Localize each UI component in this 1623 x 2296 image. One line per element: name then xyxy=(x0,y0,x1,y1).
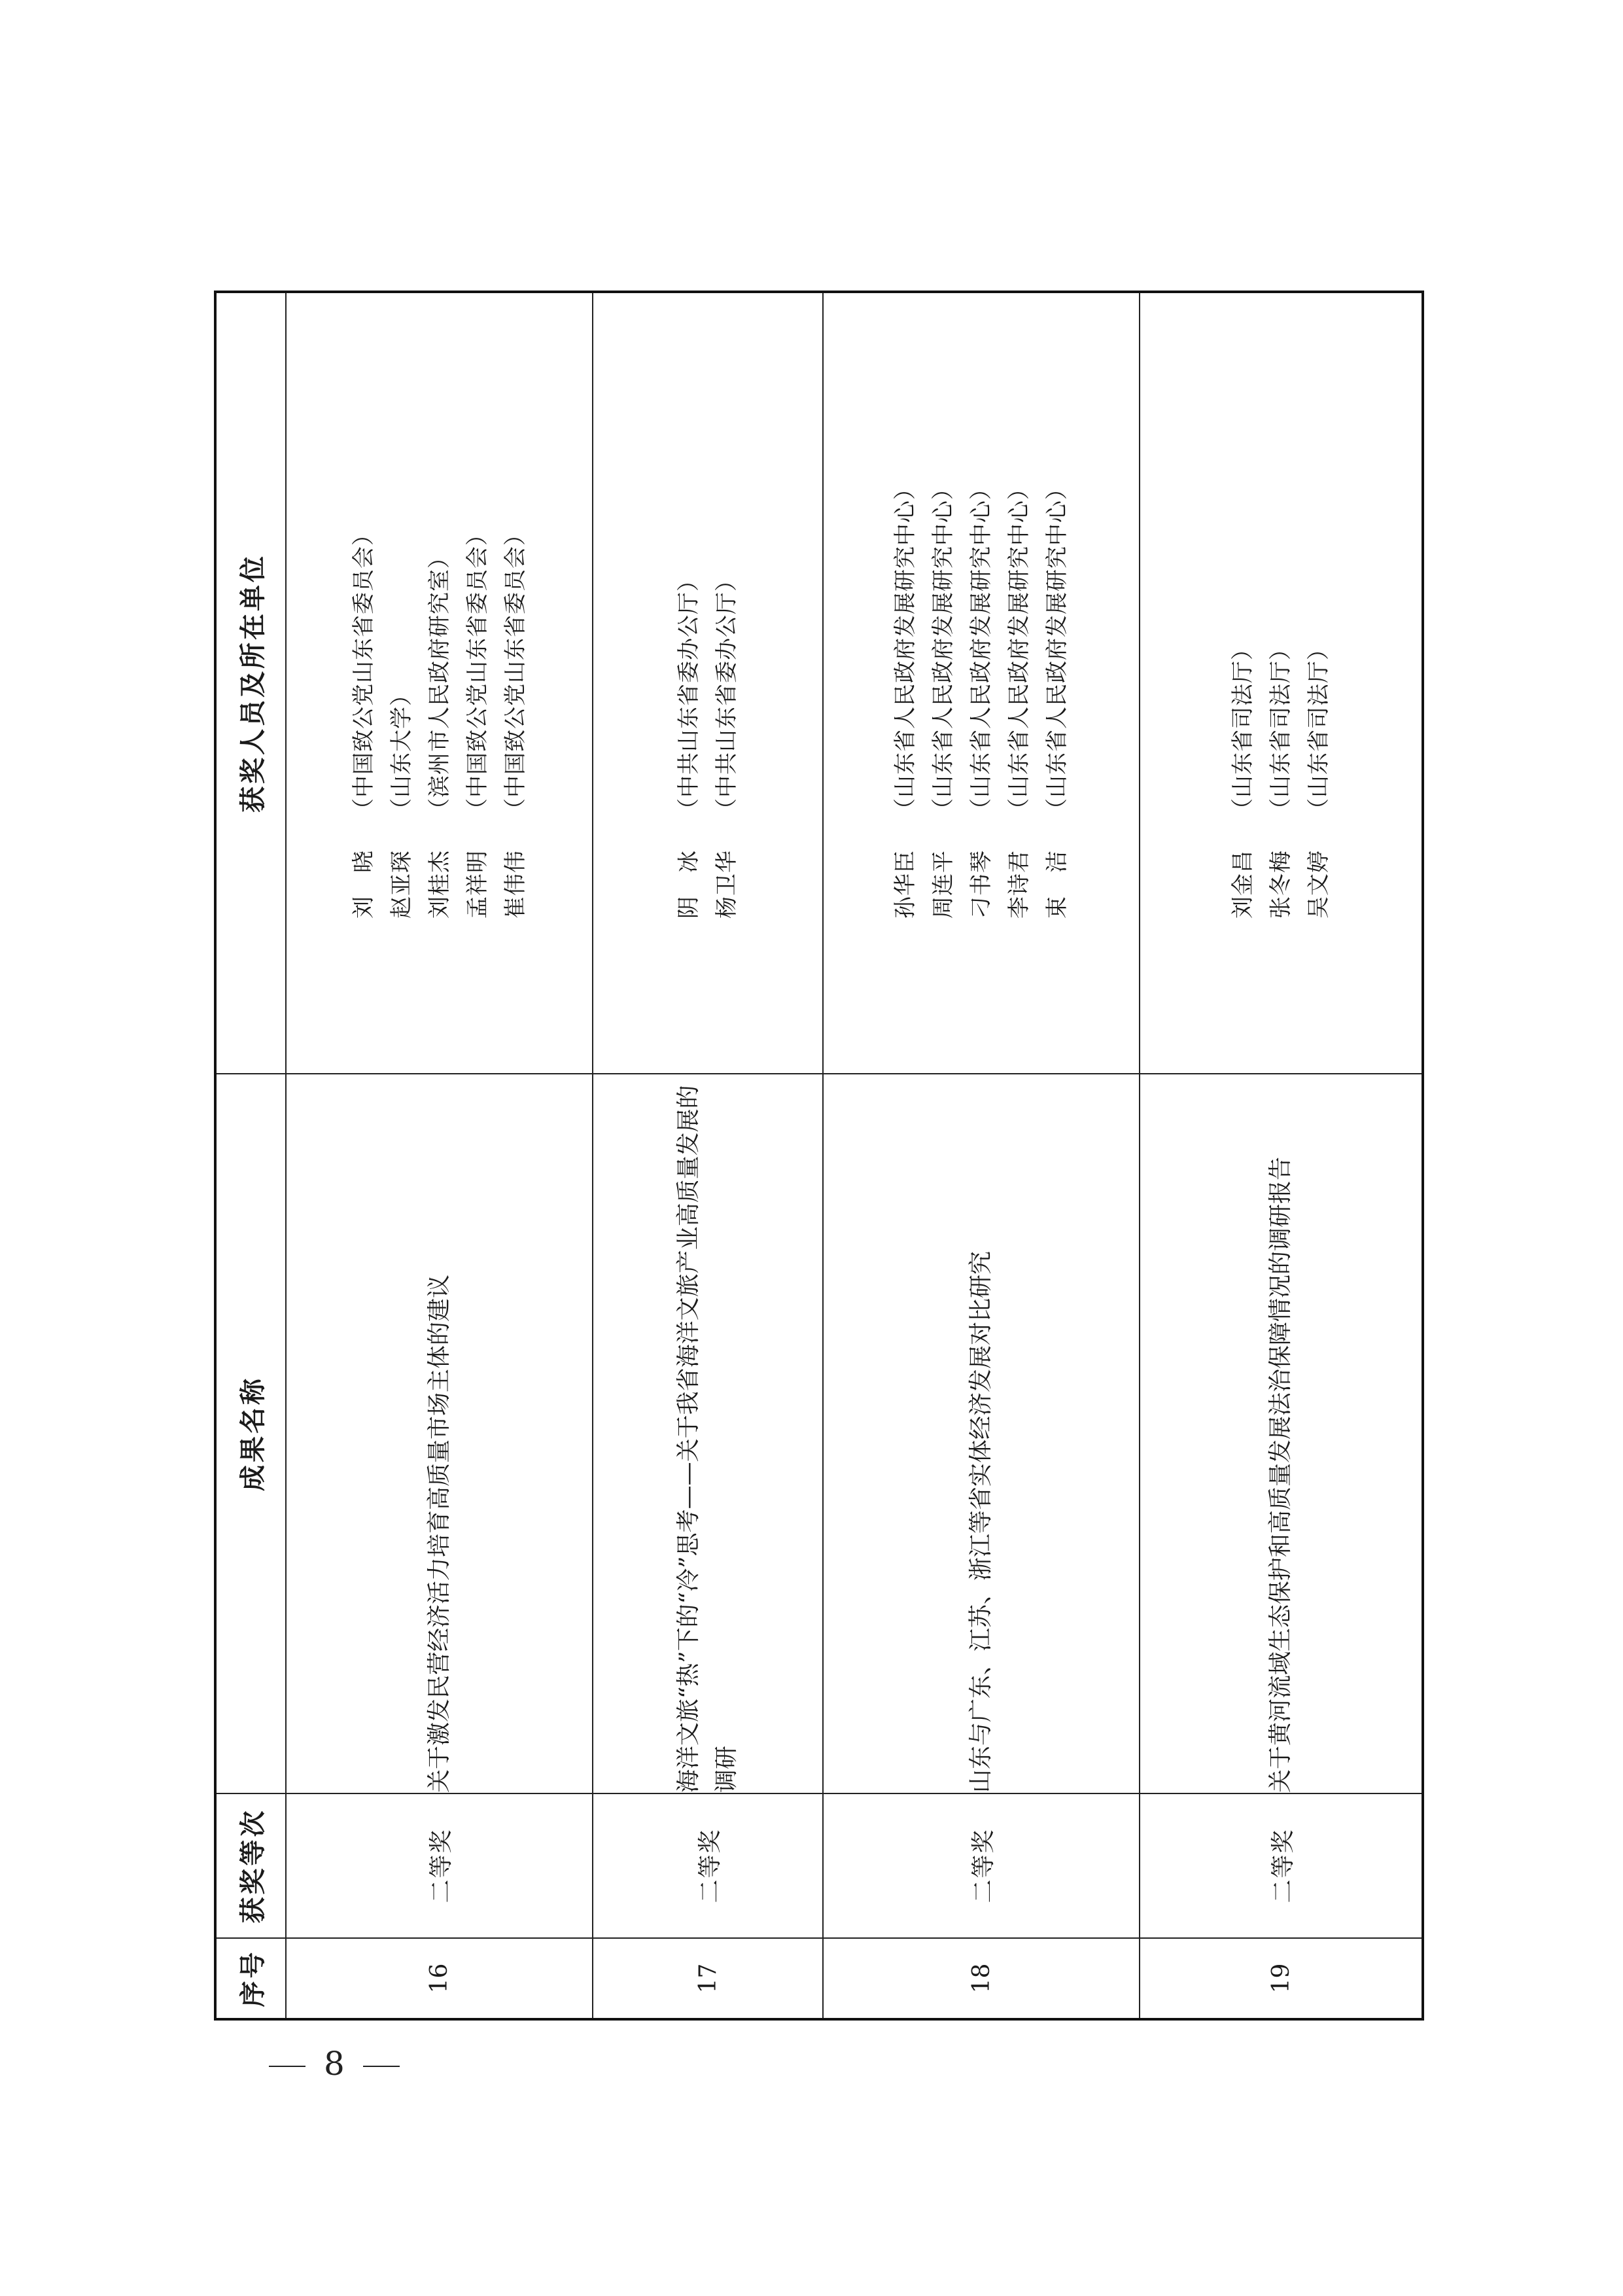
winner-name: 刘 晓 xyxy=(350,850,377,919)
row-winners xyxy=(823,292,1140,1074)
winner-name: 孟祥明 xyxy=(464,850,491,919)
winner-name: 刘金昌 xyxy=(1230,850,1256,919)
winner-entry xyxy=(497,448,534,919)
winner-unit: （山东省人民政府发展研究中心） xyxy=(892,477,918,821)
winner-unit: （山东省人民政府发展研究中心） xyxy=(1006,477,1032,821)
table-row xyxy=(823,292,1140,2019)
winner-unit: （中国致公党山东省委员会） xyxy=(350,523,377,821)
row-no: 16 xyxy=(286,1938,593,2019)
page-number: 8 xyxy=(324,2045,345,2083)
row-level: 二等奖 xyxy=(823,1793,1140,1938)
row-level: 二等奖 xyxy=(1140,1793,1423,1938)
row-no: 18 xyxy=(823,1938,1140,2019)
awards-table xyxy=(214,291,1424,2021)
winner-entry xyxy=(670,448,708,919)
winner-entry xyxy=(1262,448,1300,919)
row-winners xyxy=(1140,292,1423,1074)
winner-entry xyxy=(459,448,497,919)
winner-entry xyxy=(1300,448,1338,919)
winner-entry xyxy=(886,448,924,919)
winner-name: 赵亚琛 xyxy=(388,850,415,919)
winner-entry xyxy=(1000,448,1038,919)
winner-name: 张冬梅 xyxy=(1268,850,1294,919)
winner-unit: （山东大学） xyxy=(388,683,415,821)
row-level: 二等奖 xyxy=(593,1793,823,1938)
winner-name: 崔伟伟 xyxy=(502,850,529,919)
winner-unit: （中国致公党山东省委员会） xyxy=(502,523,529,821)
row-no: 17 xyxy=(593,1938,823,2019)
winner-name: 吴文婷 xyxy=(1306,850,1332,919)
winner-unit: （滨州市人民政府研究室） xyxy=(426,546,453,821)
row-title: 山东与广东、江苏、浙江等省实体经济发展对比研究 xyxy=(823,1074,1140,1793)
winner-list xyxy=(670,448,746,919)
winner-list xyxy=(345,448,534,919)
winner-entry xyxy=(962,448,1000,919)
winner-name: 阴 冰 xyxy=(676,850,702,919)
row-level: 二等奖 xyxy=(286,1793,593,1938)
header-level: 获奖等次 xyxy=(215,1793,286,1938)
row-title: 关于黄河流域生态保护和高质量发展法治保障情况的调研报告 xyxy=(1140,1074,1423,1793)
header-winners: 获奖人员及所在单位 xyxy=(215,292,286,1074)
header-no: 序号 xyxy=(215,1938,286,2019)
winner-unit: （中共山东省委办公厅） xyxy=(676,569,702,821)
winner-name: 刁书琴 xyxy=(968,850,994,919)
winner-unit: （中国致公党山东省委员会） xyxy=(464,523,491,821)
winner-unit: （山东省司法厅） xyxy=(1306,637,1332,821)
winner-list xyxy=(886,448,1076,919)
winner-unit: （山东省人民政府发展研究中心） xyxy=(968,477,994,821)
winner-unit: （山东省司法厅） xyxy=(1230,637,1256,821)
table-row xyxy=(286,292,593,2019)
winner-name: 刘桂杰 xyxy=(426,850,453,919)
winner-name: 孙华臣 xyxy=(892,850,918,919)
winner-entry xyxy=(345,448,383,919)
footer-dash-left xyxy=(269,2066,305,2067)
winner-list xyxy=(1224,448,1338,919)
row-title: 海洋文旅“热”下的“冷”思考——关于我省海洋文旅产业高质量发展的调研 xyxy=(593,1074,823,1793)
winner-name: 周连平 xyxy=(930,850,956,919)
winner-entry xyxy=(1224,448,1262,919)
winner-entry xyxy=(1038,448,1076,919)
page-footer xyxy=(251,2045,418,2083)
row-winners xyxy=(286,292,593,1074)
winner-entry xyxy=(708,448,746,919)
row-no: 19 xyxy=(1140,1938,1423,2019)
winner-unit: （山东省人民政府发展研究中心） xyxy=(1044,477,1070,821)
table-row xyxy=(1140,292,1423,2019)
header-title: 成果名称 xyxy=(215,1074,286,1793)
table-row xyxy=(593,292,823,2019)
winner-name: 束 洁 xyxy=(1044,850,1070,919)
winner-unit: （中共山东省委办公厅） xyxy=(714,569,740,821)
winner-unit: （山东省司法厅） xyxy=(1268,637,1294,821)
winner-unit: （山东省人民政府发展研究中心） xyxy=(930,477,956,821)
winner-entry xyxy=(924,448,962,919)
rotated-table-container xyxy=(214,293,1422,2021)
row-title: 关于激发民营经济活力培育高质量市场主体的建议 xyxy=(286,1074,593,1793)
footer-dash-right xyxy=(363,2066,400,2067)
table-header-row xyxy=(215,292,286,2019)
winner-name: 杨卫华 xyxy=(714,850,740,919)
winner-entry xyxy=(383,448,421,919)
winner-entry xyxy=(421,448,459,919)
winner-name: 李诗君 xyxy=(1006,850,1032,919)
row-winners xyxy=(593,292,823,1074)
